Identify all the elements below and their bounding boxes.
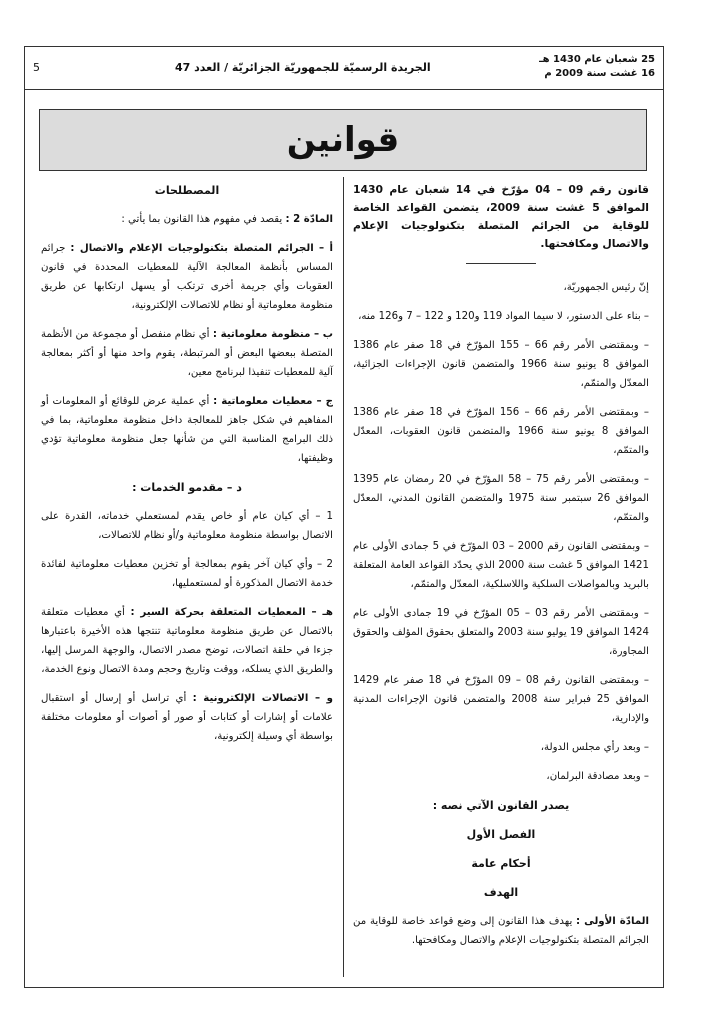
visa-6: – وبمقتضى الأمر رقم 03 – 05 المؤرّخ في 19 جمادى الأولى عام 1424 الموافق 19 يوليو سنة 2003 والمتعلق بحقوق المؤلف والحقوق المجاورة، — [353, 608, 649, 657]
aim-heading: الهدف — [483, 886, 519, 899]
visa-2: – وبمقتضى الأمر رقم 66 – 155 المؤرّخ في 18 صفر عام 1386 الموافق 8 يونيو سنة 1966 والمتضمن قانون الإجراءات الجزائية، المعدّل والمتمّم، — [353, 340, 650, 389]
right-column — [353, 181, 649, 960]
definition-f-text: أي تراسل أو إرسال أو استقبال علامات أو إشارات أو كتابات أو صور أو أصوات أو معلومات مختلفة بواسطة أي وسيلة إلكترونية، — [41, 693, 333, 742]
date-gregorian: 16 غشت سنة 2009 م — [544, 68, 655, 79]
page-number: 5 — [33, 61, 40, 74]
article-2-text: يقصد في مفهوم هذا القانون بما يأتي : — [121, 214, 286, 225]
definition-d-label: د – مقدمو الخدمات : — [132, 481, 242, 494]
definition-d2: 2 – وأي كيان آخر يقوم بمعالجة أو تخزين معطيات معلوماتية لفائدة خدمة الاتصال المذكورة أو لمستعمليها، — [41, 559, 333, 589]
left-column — [41, 181, 333, 756]
article-2-label: المادّة 2 : — [285, 214, 333, 225]
title-separator — [466, 263, 536, 264]
page-header — [25, 47, 663, 90]
article-1 — [353, 912, 649, 950]
definition-a-text: جرائم المساس بأنظمة المعالجة الآلية للمعطيات المحددة في قانون العقوبات وأي جريمة أخرى ترتكب أو يسهل ارتكابها عن طريق منظومة معلوماتية أو نظام للاتصالات الإلكترونية، — [41, 243, 333, 311]
definition-e-text: أي معطيات متعلقة بالاتصال عن طريق منظومة معلوماتية تنتجها هذه الأخيرة باعتبارها جزءا في حلقة اتصالات، توضح مصدر الاتصال، والوجهة المرسل إليها، والطريق الذي يسلكه، ووقت وتاريخ وحجم ومدة الاتصال ونوع الخدمة، — [41, 607, 333, 675]
definition-f — [41, 689, 333, 746]
chapter-title: أحكام عامة — [471, 857, 531, 870]
definition-e-label: هـ – المعطيات المتعلقة بحركة السير : — [130, 607, 333, 618]
definitions-heading: المصطلحات — [154, 184, 220, 197]
definition-b-text: أي نظام منفصل أو مجموعة من الأنظمة المتصلة ببعضها البعض أو المرتبطة، يقوم واحد منها أو أكثر بمعالجة آلية للمعطيات تنفيذا لبرنامج معين، — [41, 329, 333, 378]
column-divider — [343, 177, 344, 977]
visa-8: – وبعد رأي مجلس الدولة، — [540, 742, 649, 753]
definition-c-text: أي عملية عرض للوقائع أو المعلومات أو المفاهيم في شكل جاهز للمعالجة داخل منظومة معلوماتية، بما في ذلك البرامج المناسبة التي من شأنها جعل منظومة معلوماتية تؤدي وظيفتها، — [41, 396, 333, 464]
page-frame — [24, 46, 664, 988]
definition-b-label: ب – منظومة معلوماتية : — [212, 329, 333, 340]
section-banner — [39, 109, 647, 171]
section-title: قوانين — [286, 120, 400, 160]
visa-5: – وبمقتضى القانون رقم 2000 – 03 المؤرّخ في 5 جمادى الأولى عام 1421 الموافق 5 غشت سنة 2000 الذي يحدّد القواعد العامة المتعلقة بالبريد وبالمواصلات السلكية واللاسلكية، المعدّل والمتمّم، — [353, 541, 649, 590]
visa-4: – وبمقتضى الأمر رقم 75 – 58 المؤرّخ في 20 رمضان عام 1395 الموافق 26 سبتمبر سنة 1975 والمتضمن القانون المدني، المعدّل والمتمّم، — [353, 474, 650, 523]
visa-9: – وبعد مصادقة البرلمان، — [546, 771, 649, 782]
definition-c — [41, 392, 333, 468]
visa-7: – وبمقتضى القانون رقم 08 – 09 المؤرّخ في 18 صفر عام 1429 الموافق 25 فبراير سنة 2008 والمتضمن قانون الإجراءات المدنية والإدارية، — [353, 675, 650, 724]
definition-e — [41, 603, 333, 679]
article-1-text: يهدف هذا القانون إلى وضع قواعد خاصة للوقاية من الجرائم المتصلة بتكنولوجيات الإعلام والاتصال ومكافحتها. — [353, 916, 649, 946]
opening: إنّ رئيس الجمهوريّة، — [563, 282, 649, 293]
definition-d1: 1 – أي كيان عام أو خاص يقدم لمستعملي خدماته، القدرة على الاتصال بواسطة منظومة معلوماتية و/أو نظام للاتصالات، — [41, 511, 333, 541]
definition-a-label: أ – الجرائم المتصلة بتكنولوجيات الإعلام والاتصال : — [70, 243, 333, 254]
issue-date — [539, 53, 655, 81]
chapter-heading: الفصل الأول — [466, 828, 536, 841]
date-hijri: 25 شعبان عام 1430 هـ — [539, 54, 655, 65]
visa-1: – بناء على الدستور، لا سيما المواد 119 و120 و 122 – 7 و126 منه، — [358, 311, 649, 322]
promulgation: يصدر القانون الآتي نصه : — [432, 799, 570, 812]
definition-a — [41, 239, 333, 315]
journal-title: الجريدة الرسميّة للجمهوريّة الجزائريّة / العدد 47 — [175, 61, 431, 74]
law-title: قانون رقم 09 – 04 مؤرّخ في 14 شعبان عام 1430 الموافق 5 غشت سنة 2009، يتضمن القواعد الخاصة للوقاية من الجرائم المتصلة بتكنولوجيات الإعلام والاتصال ومكافحتها. — [353, 183, 650, 250]
visa-3: – وبمقتضى الأمر رقم 66 – 156 المؤرّخ في 18 صفر عام 1386 الموافق 8 يونيو سنة 1966 والمتضمن قانون العقوبات، المعدّل والمتمّم، — [353, 407, 649, 456]
definition-c-label: ج – معطيات معلوماتية : — [213, 396, 333, 407]
definition-f-label: و – الاتصالات الإلكترونية : — [192, 693, 333, 704]
definition-b — [41, 325, 333, 382]
article-1-label: المادّة الأولى : — [576, 916, 649, 927]
article-2 — [41, 210, 333, 229]
